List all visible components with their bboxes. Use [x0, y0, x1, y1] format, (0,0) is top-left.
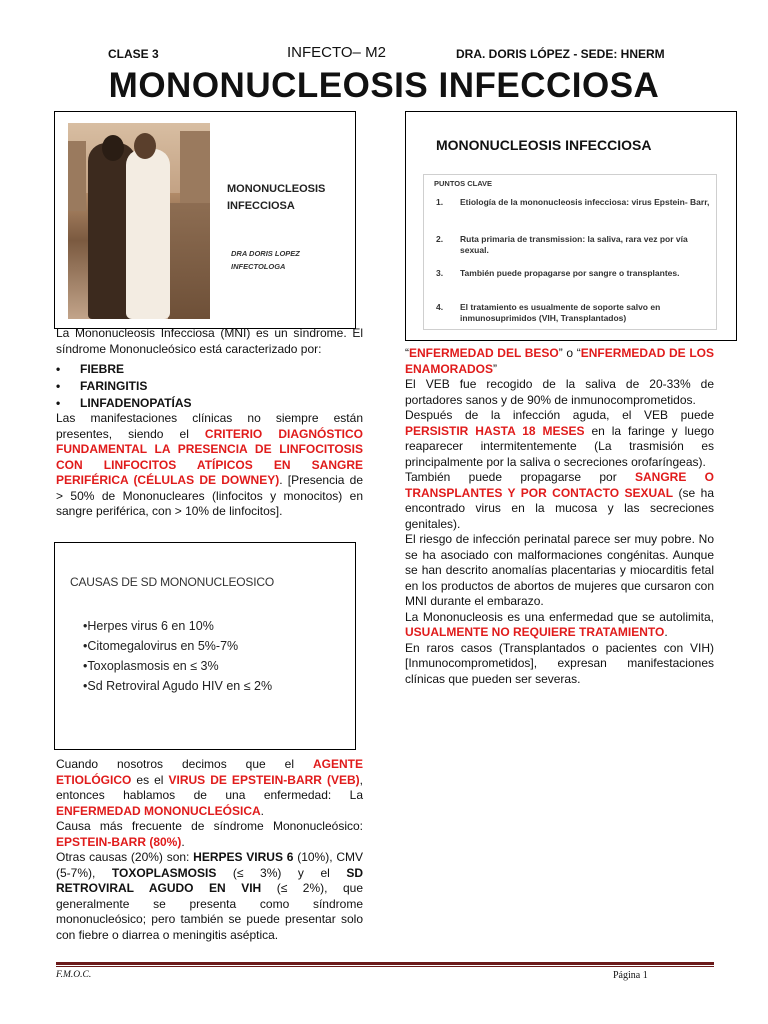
key-points-box: [423, 174, 717, 330]
footer-rule-thin: [56, 966, 714, 967]
kiss-photo: [68, 123, 210, 319]
key-point-item: 4. El tratamiento es usualmente de soporte salvo en inmunosuprimidos (VIH, Transplantados): [436, 302, 661, 323]
severe-cases-paragraph: En raros casos (Transplantados o pacientes con VIH) [Inmunocomprometidos], expresan manifestaciones clínicas que pueden ser severas.: [405, 640, 714, 686]
key-point-item: 2. Ruta primaria de transmission: la saliva, rara vez por vía sexual.: [436, 234, 688, 255]
key-points-slide-title: MONONUCLEOSIS INFECCIOSA: [436, 137, 652, 153]
nickname-paragraph: “ENFERMEDAD DEL BESO” o “ENFERMEDAD DE LOS ENAMORADOS”: [405, 346, 714, 376]
header-class-label: CLASE 3: [108, 47, 159, 61]
symptom-item: • LINFADENOPATÍAS: [56, 395, 363, 412]
footer-initials: F.M.O.C.: [56, 970, 92, 980]
propagation-paragraph: También puede propagarse por SANGRE O TRANSPLANTES Y POR CONTACTO SEXUAL (se ha encontrado virus en la mucosa y las secreciones genitales).: [405, 470, 714, 531]
cause-item: •Herpes virus 6 en 10%: [83, 619, 214, 633]
symptom-item: • FIEBRE: [56, 361, 363, 378]
footer-rule: [56, 962, 714, 965]
intro-slide-image: [54, 111, 356, 329]
intro-paragraph: La Mononucleosis Infecciosa (MNI) es un síndrome. El síndrome Mononucleósico está caracterizado por:: [56, 326, 363, 356]
intro-slide-title: MONONUCLEOSIS INFECCIOSA: [227, 183, 326, 212]
etiology-paragraph: Cuando nosotros decimos que el AGENTE ETIOLÓGICO es el VIRUS DE EPSTEIN-BARR (VEB), entonces hablamos de una enfermedad: La ENFERMEDAD MONONUCLEÓSICA.: [56, 757, 363, 818]
symptom-item: • FARINGITIS: [56, 378, 363, 395]
perinatal-paragraph: El riesgo de infección perinatal parece ser muy pobre. No se ha asociado con malformaciones congénitas. Aunque se han descrito anomalías placentarias y miocarditis fetal en los productos de abortos de mujeres que cursaron con MNI durante el embarazo.: [405, 532, 714, 608]
key-point-item: 3. También puede propagarse por sangre o transplantes.: [436, 268, 680, 278]
transmission-section: [405, 346, 714, 687]
cause-item: •Citomegalovirus en 5%-7%: [83, 639, 239, 653]
treatment-paragraph: La Mononucleosis es una enfermedad que se autolimita, USUALMENTE NO REQUIERE TRATAMIENTO.: [405, 609, 714, 639]
symptom-list: [56, 361, 363, 412]
other-causes-paragraph: Otras causas (20%) son: HERPES VIRUS 6 (10%), CMV (5-7%), TOXOPLASMOSIS (≤ 3%) y el SD RETROVIRAL AGUDO EN VIH (≤ 2%), que generalmente se presenta como síndrome mononucleósico; pero también se puede presentar solo con fiebre o diarrea o meningitis aséptica.: [56, 850, 363, 942]
header-doctor-label: DRA. DORIS LÓPEZ - SEDE: HNERM: [456, 47, 665, 61]
key-point-item: 1. Etiología de la mononucleosis infecciosa: virus Epstein- Barr,: [436, 197, 710, 207]
page-number: Página 1: [613, 970, 648, 981]
cause-item: •Sd Retroviral Agudo HIV en ≤ 2%: [83, 679, 273, 693]
saliva-paragraph: El VEB fue recogido de la saliva de 20-33% de portadores sanos y de 90% de inmunocomprometidos.: [405, 377, 714, 407]
page-title: MONONUCLEOSIS INFECCIOSA: [108, 66, 660, 105]
causes-slide-title: CAUSAS DE SD MONONUCLEOSICO: [70, 575, 274, 589]
etiology-section: [56, 757, 363, 943]
manifestations-paragraph: Las manifestaciones clínicas no siempre están presentes, siendo el CRITERIO DIAGNÓSTICO FUNDAMENTAL LA PRESENCIA DE LINFOCITOSIS CON LINFOCITOS ATÍPICOS EN SANGRE PERIFÉRICA (CÉLULAS DE DOWNEY). [Presencia de > 50% de Mononucleares (linfocitos y monocitos) en sangre periférica, con > 10% de linfocitos].: [56, 411, 364, 518]
persistence-paragraph: Después de la infección aguda, el VEB puede PERSISTIR HASTA 18 MESES en la faringe y luego reaparecer intermitentemente (La trasmisión es principalmente por la saliva o secreciones orofaríngeas).: [405, 408, 714, 469]
key-points-heading: PUNTOS CLAVE: [434, 179, 493, 188]
frequent-cause-paragraph: Causa más frecuente de síndrome Mononucleósico: EPSTEIN-BARR (80%).: [56, 819, 363, 849]
intro-slide-author: DRA DORIS LOPEZ INFECTOLOGA: [231, 249, 300, 271]
header-course-label: INFECTO– M2: [287, 44, 386, 61]
cause-item: •Toxoplasmosis en ≤ 3%: [83, 659, 219, 673]
key-points-slide: [405, 111, 737, 341]
causes-slide: [54, 542, 356, 750]
diagnostic-criterion-highlight: CRITERIO DIAGNÓSTICO FUNDAMENTAL LA PRESENCIA DE LINFOCITOSIS CON LINFOCITOS ATÍPICOS EN SANGRE PERIFÉRICA (CÉLULAS DE DOWNEY): [56, 426, 363, 487]
